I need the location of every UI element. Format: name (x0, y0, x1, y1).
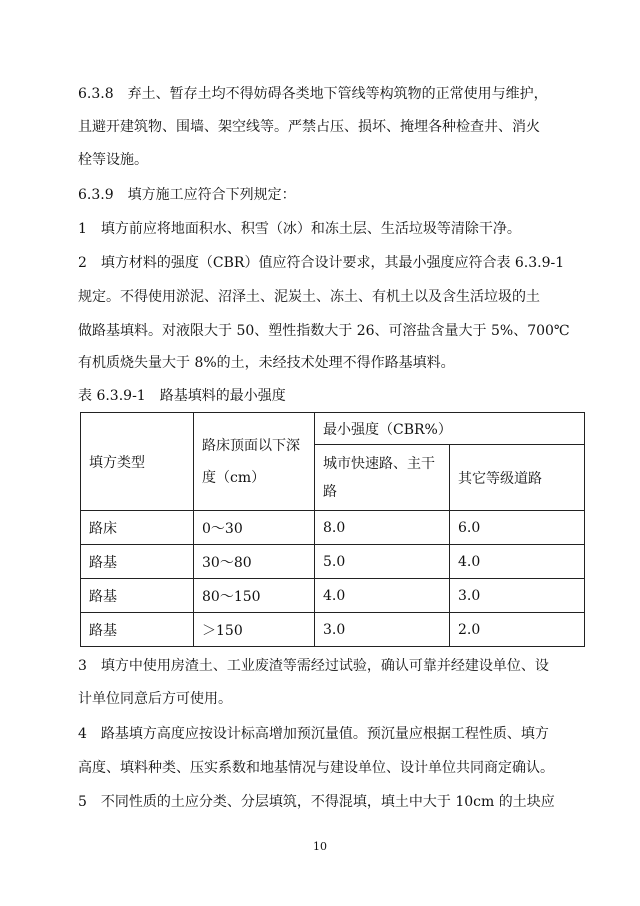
min-strength-table (80, 412, 585, 647)
table-row (81, 579, 585, 613)
clause-6-3-8-line-3: 栓等设施。 (78, 152, 148, 168)
clause-6-3-9-heading: 6.3.9 填方施工应符合下列规定： (78, 187, 296, 203)
cell-cbr-other: 4.0 (450, 545, 585, 579)
cell-cbr-main: 8.0 (315, 511, 450, 545)
item-4-line-2: 高度、填料种类、压实系数和地基情况与建设单位、设计单位共同商定确认。 (78, 760, 554, 776)
item-4-line-1: 4 路基填方高度应按设计标高增加预沉量值。预沉量应根据工程性质、填方 (78, 726, 549, 742)
header-depth: 路床顶面以下深度（cm） (194, 413, 315, 511)
table-row (81, 511, 585, 545)
item-2-line-2: 规定。不得使用淤泥、沼泽土、泥炭土、冻土、有机土以及含生活垃圾的土 (78, 289, 540, 305)
item-3-line-1: 3 填方中使用房渣土、工业废渣等需经过试验，确认可靠并经建设单位、设 (78, 658, 549, 674)
table-row (81, 613, 585, 647)
cell-depth: ＞150 (194, 613, 315, 647)
item-1: 1 填方前应将地面积水、积雪（冰）和冻土层、生活垃圾等清除干净。 (78, 221, 521, 237)
cell-cbr-other: 3.0 (450, 579, 585, 613)
table-caption: 表 6.3.9-1 路基填料的最小强度 (78, 388, 286, 404)
item-2-line-4: 有机质烧失量大于 8%的土，未经技术处理不得作路基填料。 (78, 355, 455, 371)
cell-type: 路基 (81, 579, 194, 613)
header-other-roads: 其它等级道路 (450, 445, 585, 511)
cell-type: 路基 (81, 545, 194, 579)
cell-depth: 80～150 (194, 579, 315, 613)
table-row (81, 545, 585, 579)
header-min-strength: 最小强度（CBR%） (315, 413, 585, 445)
cell-type: 路基 (81, 613, 194, 647)
clause-6-3-8-line-2: 且避开建筑物、围墙、架空线等。严禁占压、损坏、掩埋各种检查井、消火 (78, 119, 540, 135)
item-2-line-3: 做路基填料。对液限大于 50、塑性指数大于 26、可溶盐含量大于 5%、700℃ (78, 323, 570, 339)
cell-cbr-main: 3.0 (315, 613, 450, 647)
cell-cbr-main: 4.0 (315, 579, 450, 613)
cell-cbr-main: 5.0 (315, 545, 450, 579)
cell-cbr-other: 2.0 (450, 613, 585, 647)
clause-6-3-8-line-1: 6.3.8 弃土、暂存土均不得妨碍各类地下管线等构筑物的正常使用与维护， (78, 86, 548, 102)
cell-depth: 30～80 (194, 545, 315, 579)
page-number: 10 (313, 840, 327, 853)
header-expressway: 城市快速路、主干路 (315, 445, 450, 511)
item-3-line-2: 计单位同意后方可使用。 (78, 691, 232, 707)
cell-depth: 0～30 (194, 511, 315, 545)
cell-cbr-other: 6.0 (450, 511, 585, 545)
cell-type: 路床 (81, 511, 194, 545)
item-5-line-1: 5 不同性质的土应分类、分层填筑，不得混填，填土中大于 10cm 的土块应 (78, 794, 555, 810)
item-2-line-1: 2 填方材料的强度（CBR）值应符合设计要求，其最小强度应符合表 6.3.9-1 (78, 255, 565, 271)
header-fill-type: 填方类型 (81, 413, 194, 511)
